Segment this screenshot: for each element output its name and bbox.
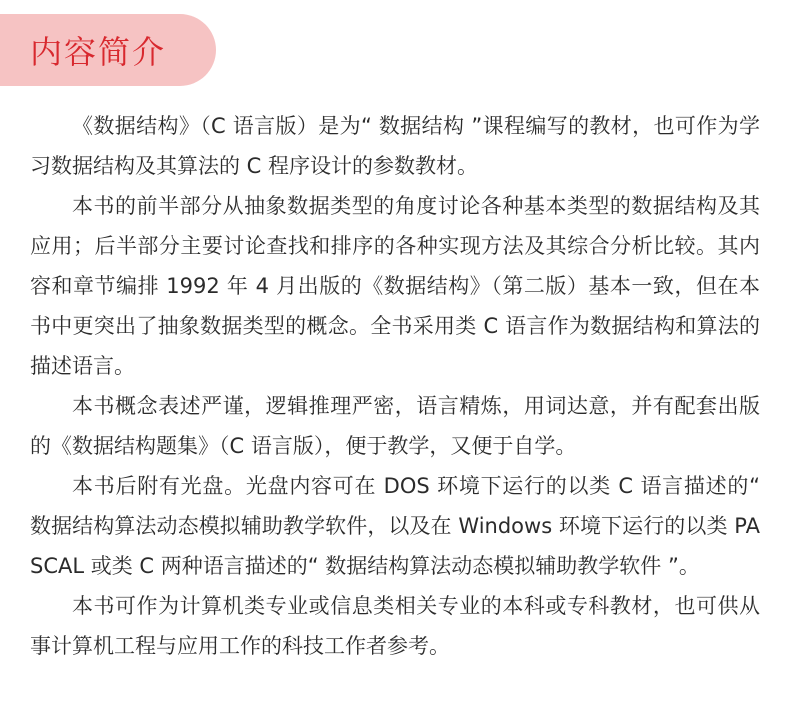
paragraph-structure: 本书的前半部分从抽象数据类型的角度讨论各种基本类型的数据结构及其应用；后半部分主要讨论查找和排序的各种实现方法及其综合分析比较。其内容和章节编排 1992 年 4 月出版的《数据结构》（第二版）基本一致，但在本书中更突出了抽象数据类型的概念。全书采用类 C 语言作为数据结构和算法的描述语言。 [30,194,760,378]
paragraph-intro: 《数据结构》（C 语言版）是为“ 数据结构 ”课程编写的教材，也可作为学习数据结构及其算法的 C 程序设计的参数教材。 [30,114,760,178]
paragraph-features: 本书概念表述严谨，逻辑推理严密，语言精炼，用词达意，并有配套出版的《数据结构题集》（C 语言版），便于教学，又便于自学。 [30,394,760,458]
section-header-tab [0,14,216,86]
paragraph-cd: 本书后附有光盘。光盘内容可在 DOS 环境下运行的以类 C 语言描述的“ 数据结构算法动态模拟辅助教学软件，以及在 Windows 环境下运行的以类 PASCAL 或类 C 两种语言描述的“ 数据结构算法动态模拟辅助教学软件 ”。 [30,474,760,578]
section-title: 内容简介 [30,33,167,71]
paragraph-audience: 本书可作为计算机类专业或信息类相关专业的本科或专科教材，也可供从事计算机工程与应用工作的科技工作者参考。 [30,594,760,658]
content-body [30,106,760,666]
